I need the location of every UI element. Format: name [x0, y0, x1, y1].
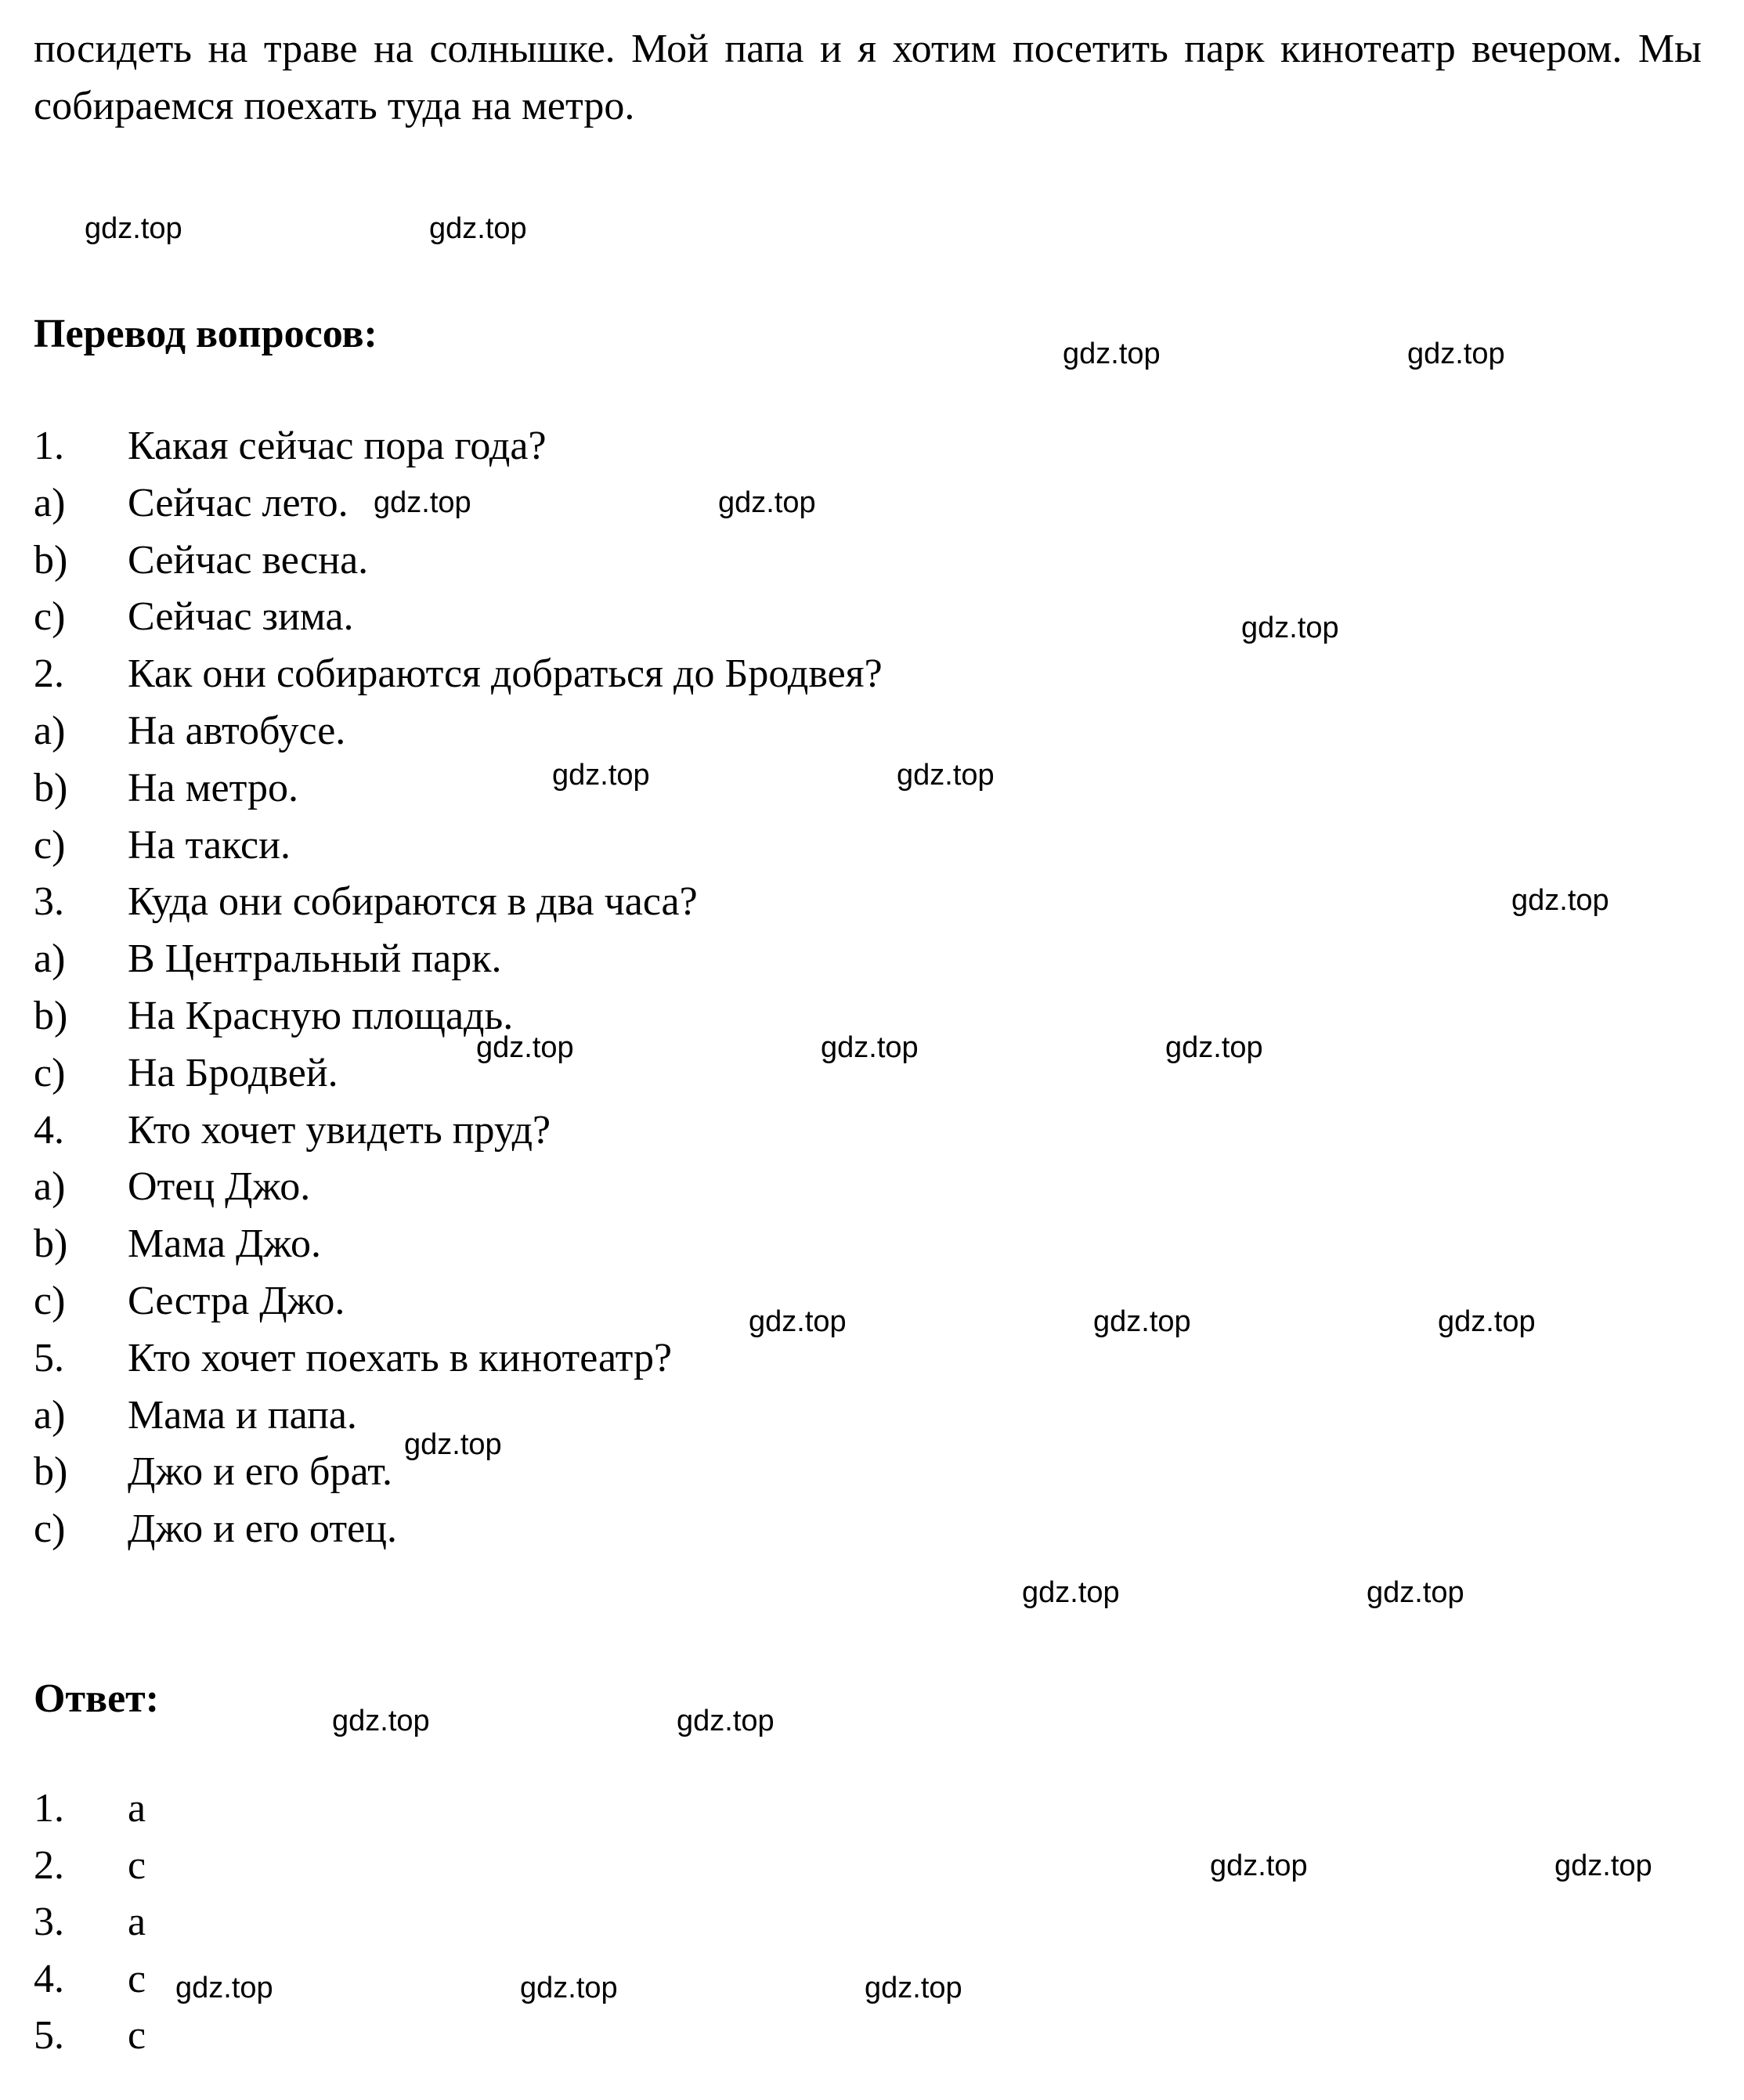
watermark-text: gdz.top [429, 212, 527, 245]
row-marker: b) [34, 1449, 68, 1495]
row-text: Мама Джо. [128, 1221, 322, 1267]
watermark-text: gdz.top [1554, 1849, 1652, 1882]
question-2-option-a [34, 703, 883, 760]
question-4-option-b [34, 1216, 883, 1273]
watermark-text: gdz.top [332, 1705, 430, 1737]
row-marker: c) [34, 594, 66, 640]
row-text: a [128, 1900, 146, 1944]
row-marker: 1. [34, 424, 64, 468]
watermark-text: gdz.top [552, 759, 650, 792]
answer-2 [34, 1838, 146, 1895]
row-text: c [128, 1842, 146, 1888]
watermark-text: gdz.top [404, 1428, 502, 1461]
row-marker: 1. [34, 1786, 64, 1831]
row-text: Куда они собираются в два часа? [128, 879, 698, 925]
watermark-text: gdz.top [1022, 1576, 1120, 1609]
row-text: Сейчас весна. [128, 537, 369, 583]
row-text: Мама и папа. [128, 1392, 357, 1438]
question-5-option-a [34, 1387, 883, 1445]
row-marker: 3. [34, 879, 64, 925]
row-marker: c) [34, 1050, 66, 1095]
watermark-text: gdz.top [476, 1031, 574, 1064]
row-marker: 2. [34, 651, 64, 697]
watermark-text: gdz.top [374, 486, 471, 519]
row-text: На такси. [128, 822, 291, 868]
question-5-option-c [34, 1501, 883, 1558]
watermark-text: gdz.top [677, 1705, 775, 1737]
row-text: Джо и его брат. [128, 1449, 393, 1495]
watermark-text: gdz.top [1093, 1305, 1191, 1338]
watermark-text: gdz.top [1165, 1031, 1263, 1064]
row-marker: a) [34, 936, 66, 982]
row-marker: a) [34, 480, 66, 525]
watermark-text: gdz.top [1367, 1576, 1464, 1609]
row-text: В Центральный парк. [128, 936, 502, 982]
row-marker: 2. [34, 1842, 64, 1888]
row-text: На Бродвей. [128, 1050, 338, 1095]
question-4-option-c [34, 1273, 883, 1330]
row-marker: a) [34, 708, 66, 753]
answer-1 [34, 1781, 146, 1838]
row-text: На автобусе. [128, 708, 346, 753]
question-5 [34, 1330, 883, 1387]
watermark-text: gdz.top [1241, 612, 1339, 644]
watermark-text: gdz.top [821, 1031, 919, 1064]
row-text: Сестра Джо. [128, 1278, 345, 1323]
watermark-text: gdz.top [749, 1305, 847, 1338]
question-3 [34, 874, 883, 931]
row-marker: 5. [34, 2013, 64, 2058]
intro-paragraph: посидеть на траве на солнышке. Мой папа и я хотим посетить парк кинотеатр вечером. Мы собираемся поехать туда на метро. [34, 27, 1702, 128]
question-3-option-a [34, 931, 883, 988]
row-marker: a) [34, 1164, 66, 1210]
question-1-option-c [34, 589, 883, 646]
row-text: Как они собираются добраться до Бродвея? [128, 651, 883, 697]
watermark-text: gdz.top [1210, 1849, 1308, 1882]
questions-heading: Перевод вопросов: [34, 312, 377, 356]
question-4 [34, 1102, 883, 1160]
row-marker: c) [34, 1506, 66, 1552]
row-text: c [128, 1956, 146, 2001]
row-text: a [128, 1786, 146, 1831]
question-1-option-b [34, 532, 883, 590]
row-marker: a) [34, 1392, 66, 1438]
row-marker: b) [34, 765, 68, 810]
watermark-text: gdz.top [1511, 884, 1609, 917]
answer-4 [34, 1951, 146, 2008]
question-2-option-c [34, 817, 883, 875]
watermark-text: gdz.top [85, 212, 182, 245]
question-2 [34, 646, 883, 703]
row-marker: b) [34, 537, 68, 583]
question-1 [34, 418, 883, 475]
row-text: Сейчас зима. [128, 594, 354, 640]
question-4-option-a [34, 1159, 883, 1216]
row-text: Отец Джо. [128, 1164, 311, 1210]
answer-5 [34, 2008, 146, 2065]
watermark-text: gdz.top [1438, 1305, 1536, 1338]
watermark-text: gdz.top [865, 1972, 962, 2004]
question-1-option-a [34, 475, 883, 532]
row-text: Кто хочет поехать в кинотеатр? [128, 1335, 673, 1380]
row-marker: 4. [34, 1956, 64, 2001]
row-text: Джо и его отец. [128, 1506, 397, 1552]
row-text: Какая сейчас пора года? [128, 424, 547, 468]
row-marker: b) [34, 993, 68, 1038]
row-text: Кто хочет увидеть пруд? [128, 1107, 551, 1153]
row-marker: c) [34, 822, 66, 868]
answer-3 [34, 1894, 146, 1951]
row-text: На метро. [128, 765, 298, 810]
row-marker: b) [34, 1221, 68, 1267]
question-3-option-b [34, 988, 883, 1045]
watermark-text: gdz.top [520, 1972, 618, 2004]
row-text: Сейчас лето. [128, 480, 348, 525]
question-3-option-c [34, 1045, 883, 1102]
row-marker: 4. [34, 1107, 64, 1153]
row-text: На Красную площадь. [128, 993, 514, 1038]
answers-heading: Ответ: [34, 1676, 160, 1721]
watermark-text: gdz.top [1407, 337, 1505, 370]
row-marker: 5. [34, 1335, 64, 1380]
watermark-text: gdz.top [718, 486, 816, 519]
question-5-option-b [34, 1444, 883, 1501]
answers-list [34, 1781, 146, 2065]
row-marker: c) [34, 1278, 66, 1323]
row-marker: 3. [34, 1900, 64, 1944]
questions-list [34, 418, 883, 1558]
watermark-text: gdz.top [175, 1972, 273, 2004]
watermark-text: gdz.top [897, 759, 995, 792]
watermark-text: gdz.top [1063, 337, 1161, 370]
question-2-option-b [34, 760, 883, 817]
row-text: c [128, 2013, 146, 2058]
